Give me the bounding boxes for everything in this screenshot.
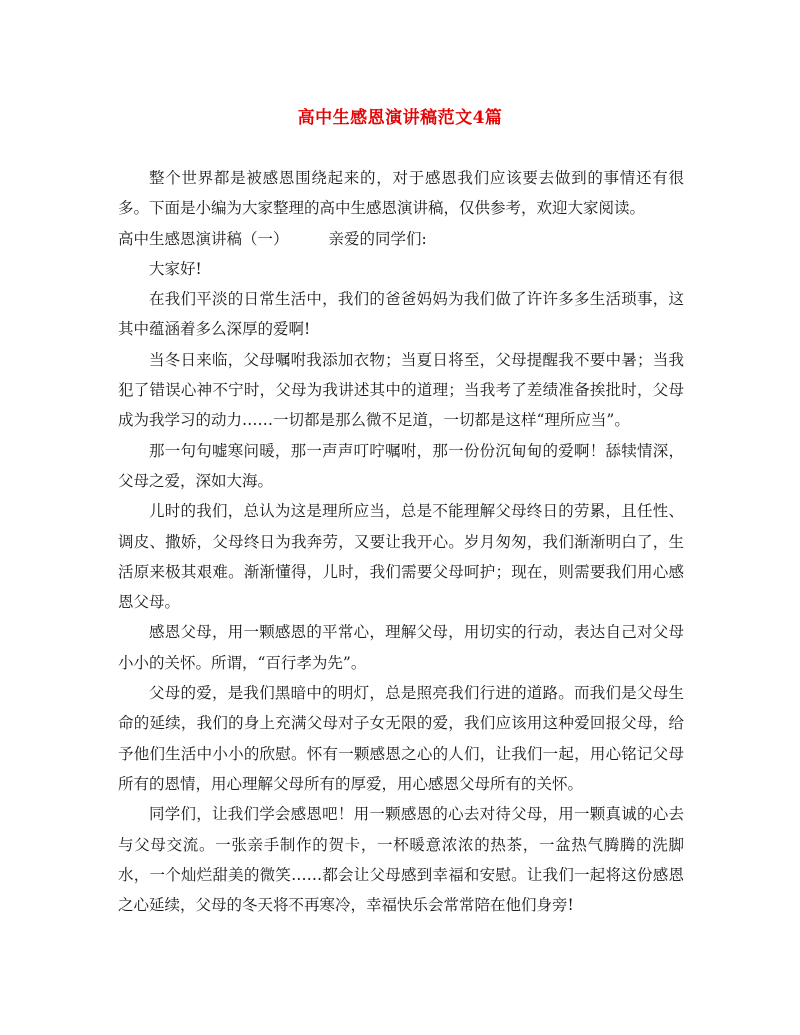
body-paragraph: 当冬日来临，父母嘱咐我添加衣物；当夏日将至，父母提醒我不要中暑；当我犯了错误心神不宁时，父母为我讲述其中的道理；当我考了差绩准备挨批时，父母成为我学习的动力……一切都是那么微不足道，一切都是这样“理所应当”。 <box>118 350 684 430</box>
body-paragraph: 同学们，让我们学会感恩吧！用一颗感恩的心去对待父母，用一颗真诚的心去与父母交流。一张亲手制作的贺卡，一杯暖意浓浓的热茶，一盆热气腾腾的洗脚水，一个灿烂甜美的微笑……都会让父母感到幸福和安慰。让我们一起将这份感恩之心延续，父母的冬天将不再寒冷，幸福快乐会常常陪在他们身旁! <box>118 805 684 915</box>
body-paragraph: 父母的爱，是我们黑暗中的明灯，总是照亮我们行进的道路。而我们是父母生命的延续，我们的身上充满父母对子女无限的爱，我们应该用这种爱回报父母，给予他们生活中小小的欣慰。怀有一颗感恩之心的人们，让我们一起，用心铭记父母所有的恩情，用心理解父母所有的厚爱，用心感恩父母所有的关怀。 <box>118 684 684 793</box>
document-body <box>118 163 684 920</box>
intro-paragraph: 整个世界都是被感恩围绕起来的，对于感恩我们应该要去做到的事情还有很多。下面是小编为大家整理的高中生感恩演讲稿，仅供参考，欢迎大家阅读。 <box>118 169 684 218</box>
body-paragraph: 儿时的我们，总认为这是理所应当，总是不能理解父母终日的劳累，且任性、调皮、撒娇，父母终日为我奔劳，又要让我开心。岁月匆匆，我们渐渐明白了，生活原来极其艰难。渐渐懂得，儿时，我们需要父母呵护；现在，则需要我们用心感恩父母。 <box>118 502 684 612</box>
body-paragraph: 感恩父母，用一颗感恩的平常心，理解父母，用切实的行动，表达自己对父母小小的关怀。所谓，“百行孝为先”。 <box>118 623 684 672</box>
greeting: 大家好! <box>149 259 202 278</box>
body-paragraph: 那一句句嘘寒问暖，那一声声叮咛嘱咐，那一份份沉甸甸的爱啊！舔犊情深，父母之爱，深如大海。 <box>118 441 684 490</box>
body-paragraph: 在我们平淡的日常生活中，我们的爸爸妈妈为我们做了许许多多生活琐事，这其中蕴涵着多么深厚的爱啊! <box>118 290 684 339</box>
section-heading: 高中生感恩演讲稿（一） <box>118 229 289 248</box>
salutation: 亲爱的同学们: <box>328 229 427 248</box>
section-heading-line <box>118 224 684 254</box>
document-title: 高中生感恩演讲稿范文4篇 <box>297 108 503 128</box>
